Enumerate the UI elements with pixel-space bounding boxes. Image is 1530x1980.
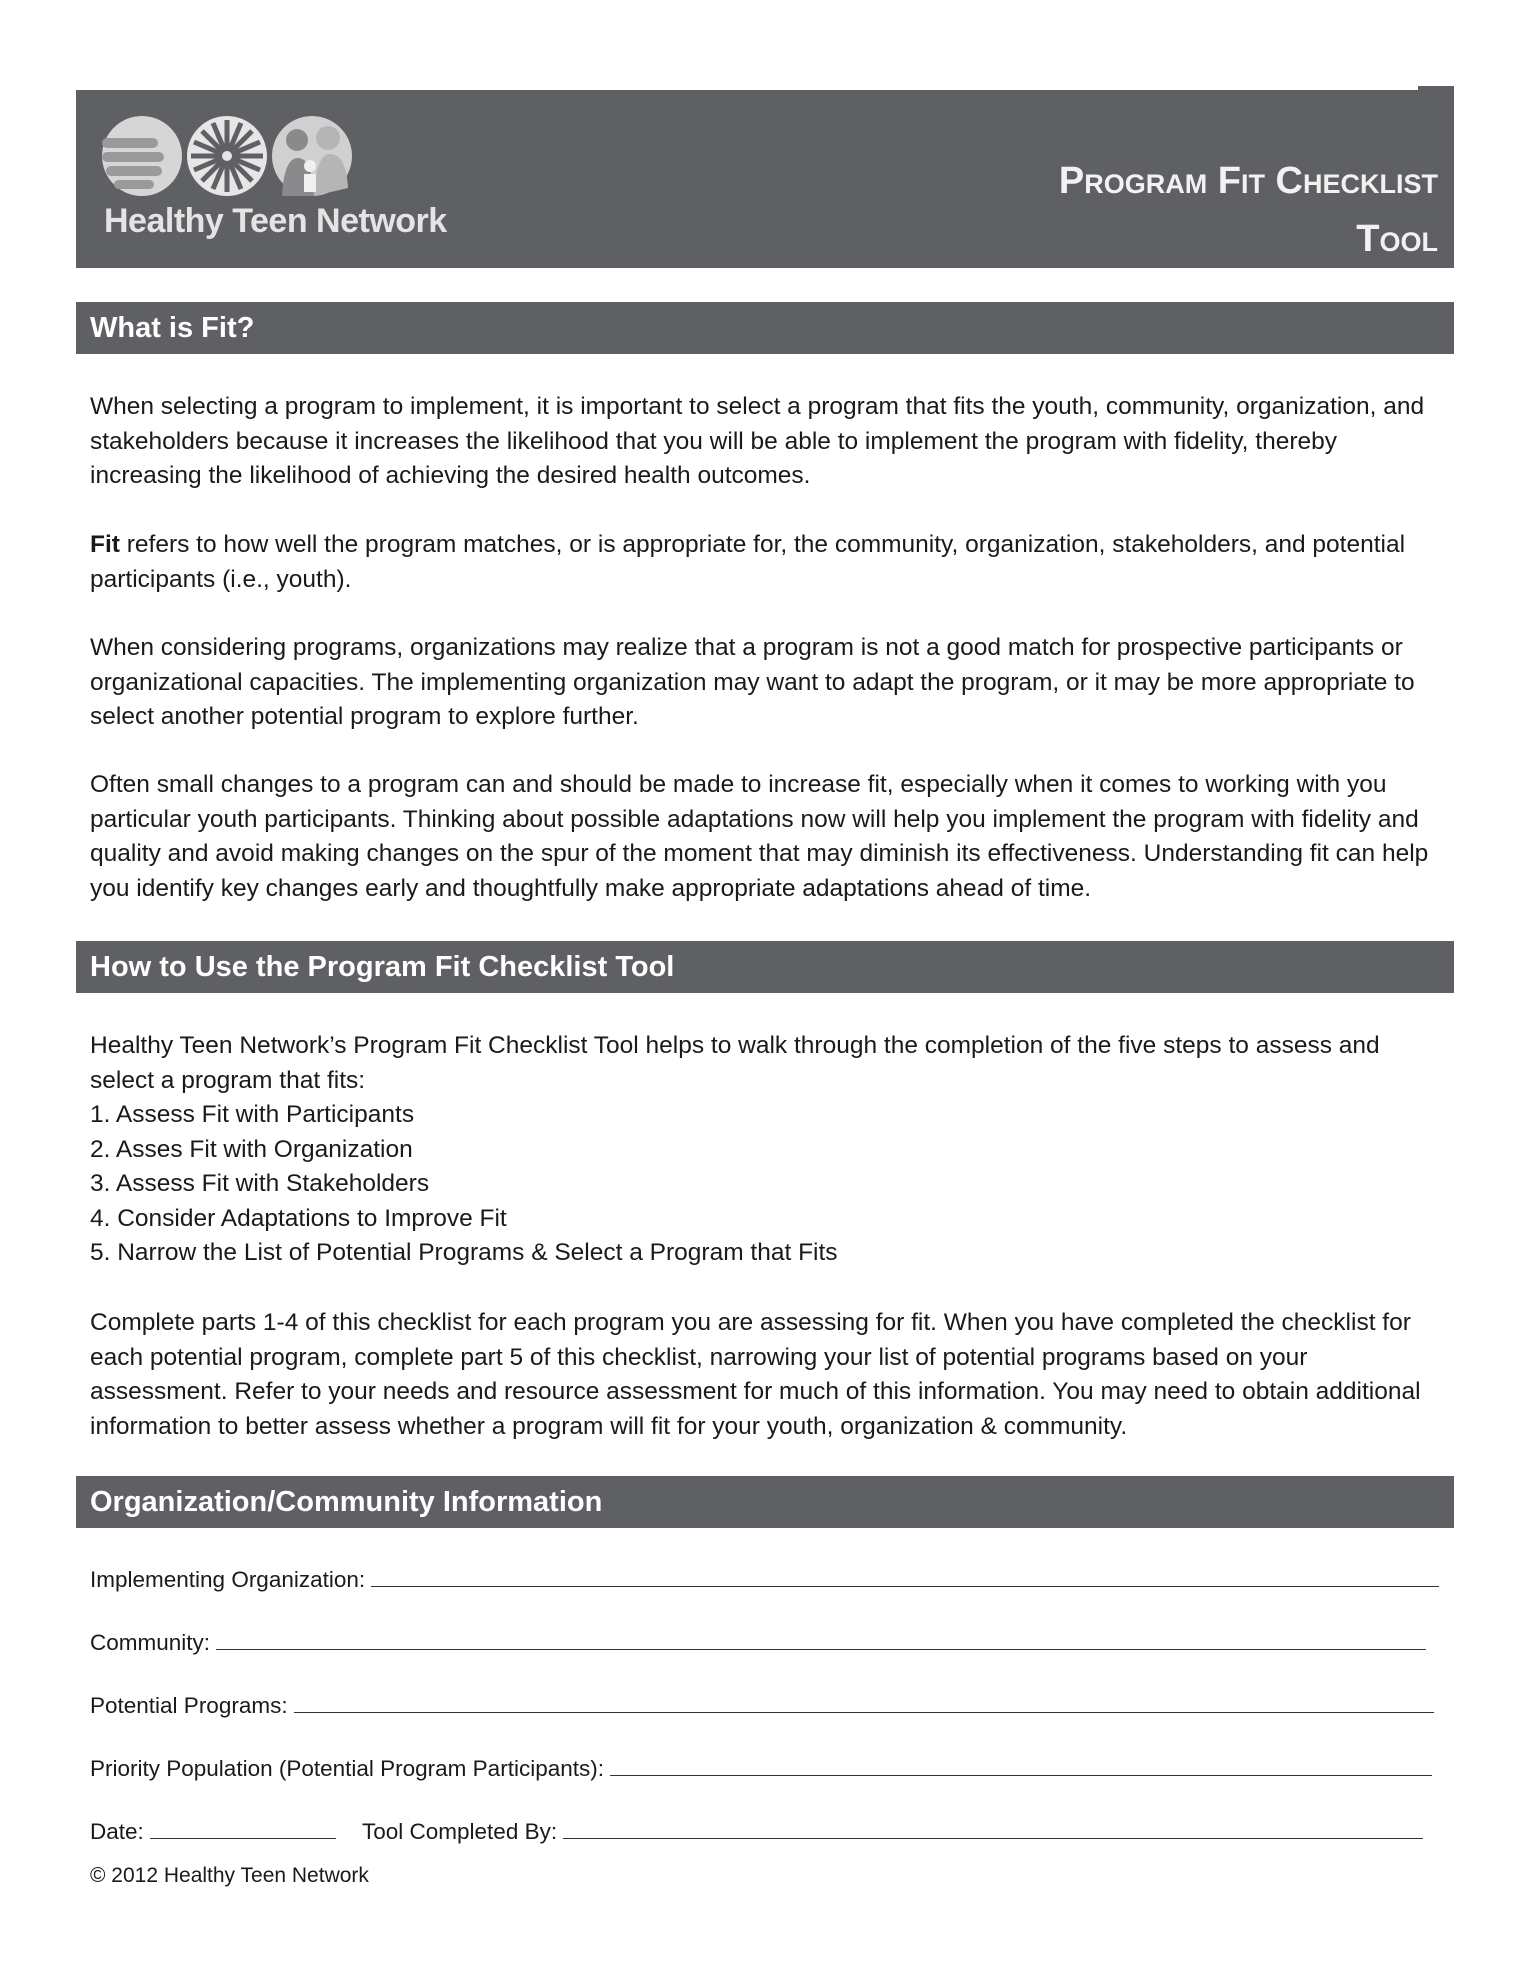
community-line[interactable] — [216, 1629, 1426, 1650]
list-item: 4. Consider Adaptations to Improve Fit — [90, 1204, 507, 1232]
section-heading: Organization/Community Information — [90, 1486, 603, 1518]
logo-text: Healthy Teen Network — [104, 202, 447, 240]
fit-definition: refers to how well the program matches, or is appropriate for, the community, organization, stakeholders, and potential participants (i.e., youth). — [90, 531, 1406, 593]
list-item: 3. Assess Fit with Stakeholders — [90, 1170, 430, 1197]
date-line[interactable] — [150, 1818, 336, 1839]
list-item: 2. Asses Fit with Organization — [90, 1135, 413, 1163]
paragraph-tool-intro: Healthy Teen Network’s Program Fit Checklist Tool helps to walk through the completion of the five steps to assess and select a program that fits: — [90, 1032, 1380, 1094]
field-label: Implementing Organization: — [90, 1567, 366, 1592]
healthy-teen-network-logo — [102, 108, 362, 203]
page-title — [1059, 152, 1438, 268]
section-heading: What is Fit? — [90, 312, 255, 344]
tool-completed-by-field[interactable] — [362, 1818, 1423, 1845]
header-banner — [76, 90, 1454, 268]
paragraph-fit-definition — [90, 528, 1450, 597]
list-item: 1. Assess Fit with Participants — [90, 1101, 415, 1128]
date-field[interactable] — [90, 1818, 336, 1845]
implementing-organization-line[interactable] — [371, 1566, 1439, 1587]
field-label: Potential Programs: — [90, 1693, 288, 1718]
section-header-how-to-use — [76, 941, 1454, 993]
priority-population-field[interactable] — [90, 1755, 1432, 1782]
section-heading: How to Use the Program Fit Checklist Tool — [90, 951, 675, 983]
section-header-org-info — [76, 1476, 1454, 1528]
implementing-organization-field[interactable] — [90, 1566, 1439, 1593]
banner-notch — [1418, 86, 1454, 90]
priority-population-line[interactable] — [610, 1755, 1432, 1776]
fit-term: Fit — [90, 531, 120, 558]
field-label: Community: — [90, 1630, 211, 1655]
field-label: Priority Population (Potential Program Participants): — [90, 1756, 604, 1781]
field-label: Date: — [90, 1819, 144, 1844]
community-field[interactable] — [90, 1629, 1426, 1656]
steps-list — [90, 1098, 1390, 1271]
title-line-2: Tool — [1356, 218, 1438, 260]
paragraph-considering-programs: When considering programs, organizations may realize that a program is not a good match for prospective participants or organizational capacities. The implementing organization may want to adapt the program, or it may be more appropriate to select another potential program to explore further. — [90, 634, 1415, 730]
paragraph-fit-intro: When selecting a program to implement, it is important to select a program that fits the youth, community, organization, and stakeholders because it increases the likelihood that you will be able to implement the program with fidelity, thereby increasing the likelihood of achieving the desired health outcomes. — [90, 393, 1425, 489]
field-label: Tool Completed By: — [362, 1819, 558, 1844]
section-header-what-is-fit — [76, 302, 1454, 354]
copyright: © 2012 Healthy Teen Network — [90, 1864, 369, 1887]
potential-programs-line[interactable] — [294, 1692, 1434, 1713]
list-item: 5. Narrow the List of Potential Programs & Select a Program that Fits — [90, 1239, 838, 1266]
potential-programs-field[interactable] — [90, 1692, 1434, 1719]
tool-completed-by-line[interactable] — [563, 1818, 1423, 1839]
paragraph-complete-parts: Complete parts 1-4 of this checklist for each program you are assessing for fit. When you have completed the checklist for each potential program, complete part 5 of this checklist, narrowing your list of potential programs based on your assessment. Refer to your needs and resource assessment for much of this information. You may need to obtain additional information to better assess whether a program will fit for your youth, organization & community. — [90, 1309, 1421, 1440]
title-line-1: Program Fit Checklist — [1058, 160, 1438, 202]
paragraph-small-changes: Often small changes to a program can and should be made to increase fit, especially when it comes to working with you particular youth participants. Thinking about possible adaptations now will help you implement the program with fidelity and quality and avoid making changes on the spur of the moment that may diminish its effectiveness. Understanding fit can help you identify key changes early and thoughtfully make appropriate adaptations ahead of time. — [90, 771, 1429, 902]
